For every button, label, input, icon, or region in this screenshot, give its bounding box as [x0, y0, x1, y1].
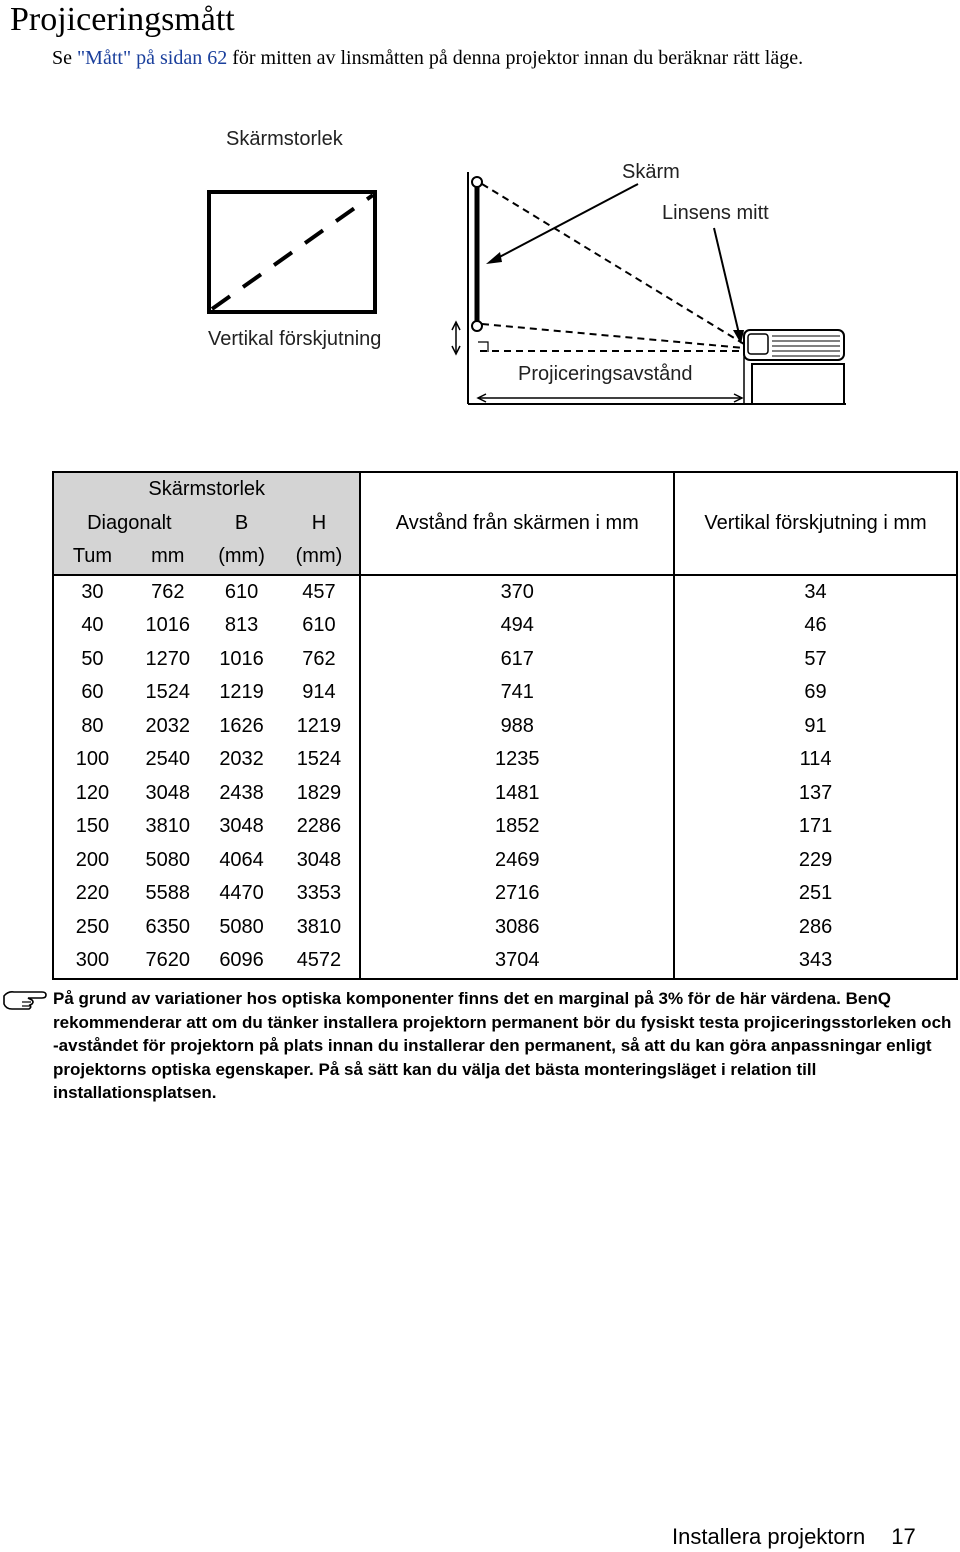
table-row	[53, 609, 957, 643]
cell-height-mm: 914	[278, 676, 360, 710]
cell-height-mm: 4572	[278, 944, 360, 979]
cell-width-mm: 3048	[219, 815, 264, 838]
table-row	[53, 643, 957, 677]
page-title: Projiceringsmått	[10, 1, 235, 38]
cell-distance-mm: 741	[360, 676, 674, 710]
cell-distance-mm: 3704	[360, 944, 674, 979]
cell-distance-mm: 2716	[360, 877, 674, 911]
table-row	[53, 676, 957, 710]
cell-diagonal-mm: 3810	[145, 815, 191, 838]
cell-offset-mm: 114	[674, 743, 957, 777]
cell-width-mm: 1016	[219, 647, 264, 670]
diagonal-header: Diagonalt	[53, 507, 205, 541]
cell-width-mm: 610	[224, 580, 259, 603]
cell-height-mm: 3810	[278, 911, 360, 945]
cell-diagonal-mm: 5080	[145, 848, 191, 871]
cell-diagonal-mm: 2032	[145, 714, 191, 737]
cell-height-mm: 762	[278, 643, 360, 677]
cell-diagonal-mm: 7620	[131, 944, 205, 979]
cell-diagonal-mm: 762	[151, 580, 185, 603]
cell-diagonal-inch: 250	[53, 911, 131, 945]
offset-header: Vertikal förskjutning i mm	[674, 472, 957, 575]
screen-size-label: Skärmstorlek	[226, 128, 343, 150]
cell-distance-mm: 1481	[360, 777, 674, 811]
footer-section: Installera projektorn	[672, 1524, 866, 1549]
cell-diagonal-mm: 6350	[145, 915, 191, 938]
cell-width-mm: 2032	[219, 748, 264, 771]
cell-height-mm: 1219	[278, 710, 360, 744]
table-row	[53, 777, 957, 811]
page-number: 17	[891, 1524, 916, 1549]
cell-distance-mm: 988	[360, 710, 674, 744]
cell-diagonal-inch: 300	[53, 944, 131, 979]
table-row	[53, 743, 957, 777]
cell-offset-mm: 46	[674, 609, 957, 643]
cell-offset-mm: 137	[674, 777, 957, 811]
cell-diagonal-inch: 200	[53, 844, 131, 878]
cell-diagonal-inch: 100	[53, 743, 131, 777]
cell-distance-mm: 1235	[360, 743, 674, 777]
pointing-hand-icon	[2, 988, 48, 1012]
cell-diagonal-inch: 80	[53, 710, 131, 744]
projection-distance-label: Projiceringsavstånd	[518, 363, 693, 385]
cell-offset-mm: 251	[674, 877, 957, 911]
cell-width-mm: 813	[224, 614, 259, 637]
cell-offset-mm: 69	[674, 676, 957, 710]
cell-width-mm: 4064	[219, 848, 264, 871]
cell-offset-mm: 286	[674, 911, 957, 945]
cell-distance-mm: 3086	[360, 911, 674, 945]
cell-width-mm: 1219	[219, 681, 264, 704]
mm-header: mm	[131, 540, 205, 575]
table-row	[53, 877, 957, 911]
cell-diagonal-mm: 2540	[145, 748, 191, 771]
table-row	[53, 810, 957, 844]
cell-diagonal-inch: 120	[53, 777, 131, 811]
cell-distance-mm: 617	[360, 643, 674, 677]
width-unit-header: (mm)	[205, 540, 279, 575]
distance-header: Avstånd från skärmen i mm	[360, 472, 674, 575]
tum-header: Tum	[53, 540, 131, 575]
cell-offset-mm: 343	[674, 944, 957, 979]
cell-diagonal-mm: 3048	[145, 781, 191, 804]
cell-height-mm: 457	[278, 575, 360, 610]
cell-diagonal-mm: 1524	[145, 681, 191, 704]
cell-distance-mm: 2469	[360, 844, 674, 878]
projector-icon	[744, 330, 844, 360]
cell-distance-mm: 494	[360, 609, 674, 643]
cell-offset-mm: 229	[674, 844, 957, 878]
intro-suffix: för mitten av linsmåtten på denna projektor innan du beräknar rätt läge.	[227, 47, 804, 69]
height-header: H	[278, 507, 360, 541]
intro-link[interactable]: "Mått" på sidan 62	[77, 47, 228, 69]
cell-diagonal-inch: 60	[53, 676, 131, 710]
cell-offset-mm: 91	[674, 710, 957, 744]
cell-width-mm: 6096	[205, 944, 279, 979]
cell-distance-mm: 1852	[360, 810, 674, 844]
width-header: B	[205, 507, 279, 541]
vertical-offset-label: Vertikal förskjutning	[208, 328, 382, 350]
table-row	[53, 710, 957, 744]
intro-prefix: Se	[52, 47, 77, 69]
intro-paragraph	[52, 46, 942, 71]
table-row	[53, 844, 957, 878]
cell-width-mm: 5080	[219, 915, 264, 938]
footer	[672, 1522, 916, 1552]
cell-height-mm: 1829	[278, 777, 360, 811]
lens-center-label: Linsens mitt	[662, 202, 769, 224]
cell-diagonal-inch: 30	[53, 575, 131, 610]
projection-size-table	[52, 471, 958, 980]
cell-offset-mm: 57	[674, 643, 957, 677]
cell-diagonal-inch: 40	[53, 609, 131, 643]
cell-height-mm: 2286	[278, 810, 360, 844]
cell-diagonal-mm: 5588	[145, 882, 191, 905]
note-text: På grund av variationer hos optiska komponenter finns det en marginal på 3% för de här värdena. BenQ rekommenderar att om du tänker installera projektorn permanent bör du fysiskt testa projiceringsstorleken och -avståndet för projektorn på plats innan du installerar den permanent, så att du kan göra anpassningar enligt projektorns optiska egenskaper. På så sätt kan du välja det bästa monteringsläget i relation till installationsplatsen.	[53, 989, 952, 1102]
cell-width-mm: 4470	[219, 882, 264, 905]
table-row	[53, 944, 957, 979]
height-unit-header: (mm)	[278, 540, 360, 575]
cell-height-mm: 610	[278, 609, 360, 643]
cell-diagonal-inch: 220	[53, 877, 131, 911]
cell-width-mm: 1626	[219, 714, 264, 737]
screen-label: Skärm	[622, 161, 680, 183]
table-row	[53, 575, 957, 610]
screen-size-group-header: Skärmstorlek	[53, 472, 360, 507]
cell-distance-mm: 370	[360, 575, 674, 610]
cell-height-mm: 3048	[278, 844, 360, 878]
cell-offset-mm: 171	[674, 810, 957, 844]
projection-diagram	[0, 110, 960, 410]
cell-diagonal-mm: 1016	[145, 614, 191, 637]
cell-height-mm: 3353	[278, 877, 360, 911]
cell-diagonal-mm: 1270	[145, 647, 191, 670]
cell-height-mm: 1524	[278, 743, 360, 777]
table-row	[53, 911, 957, 945]
cell-diagonal-inch: 150	[53, 810, 131, 844]
cell-diagonal-inch: 50	[53, 643, 131, 677]
screen-diagonal-dashed	[212, 195, 373, 309]
cell-width-mm: 2438	[219, 781, 264, 804]
cell-offset-mm: 34	[674, 575, 957, 610]
